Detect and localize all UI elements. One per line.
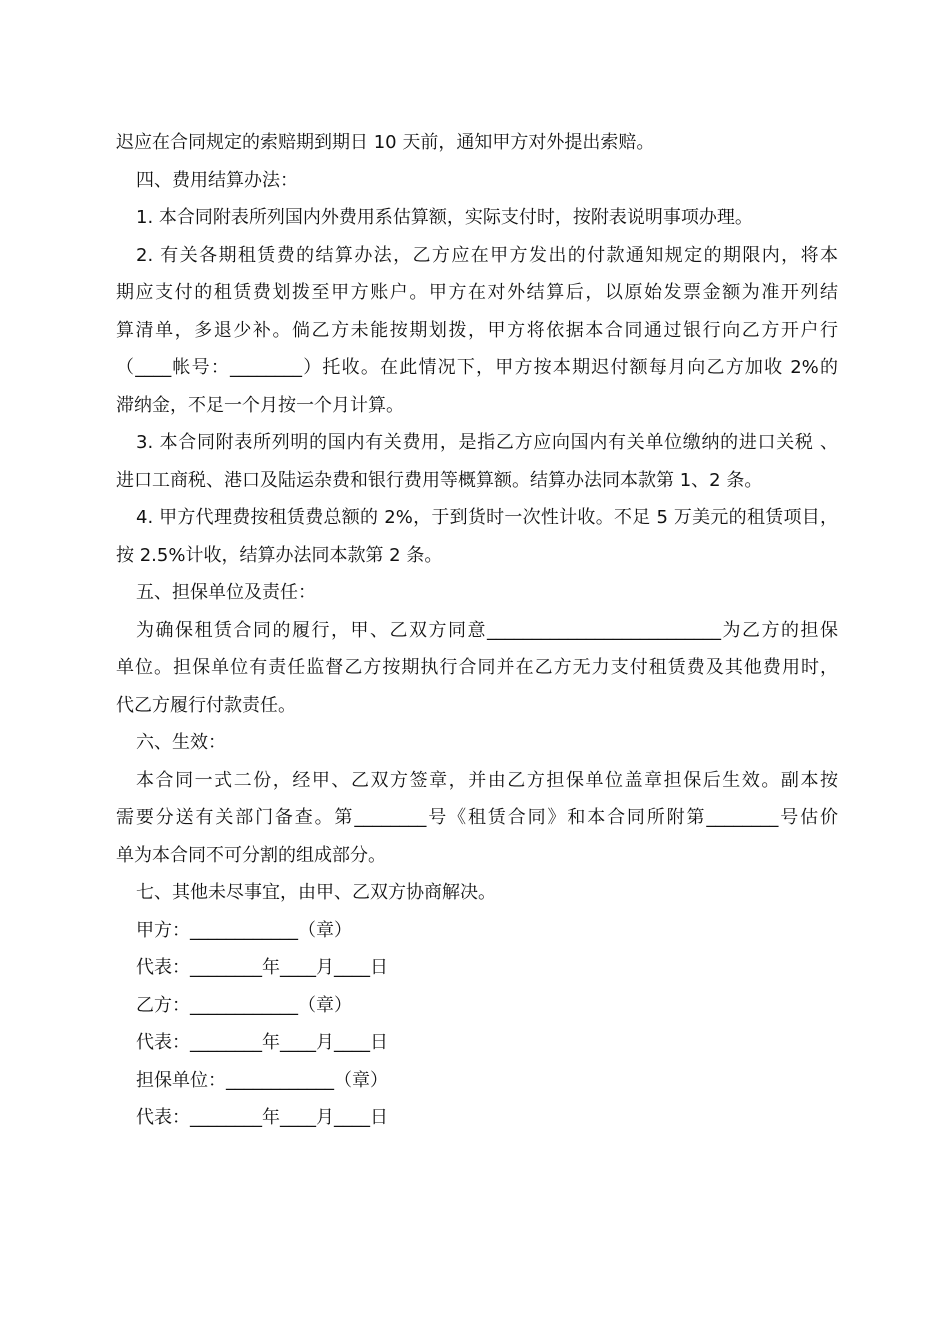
text-line: 1. 本合同附表所列国内外费用系估算额，实际支付时，按附表说明事项办理。 bbox=[136, 207, 753, 228]
text-line: 单位。担保单位有责任监督乙方按期执行合同并在乙方无力支付租赁费及其他费用时， bbox=[116, 657, 838, 678]
text-line: 算清单，多退少补。倘乙方未能按期划拨，甲方将依据本合同通过银行向乙方开户行 bbox=[116, 319, 838, 341]
section-heading-fees: 四、费用结算办法： bbox=[136, 169, 298, 191]
section-heading-other: 七、其他未尽事宜，由甲、乙双方协商解决。 bbox=[136, 882, 496, 903]
signature-date-guarantor: 代表：________年____月____日 bbox=[136, 1107, 388, 1128]
text-line: 按 2.5%计收，结算办法同本款第 2 条。 bbox=[116, 544, 443, 566]
text-line: 4. 甲方代理费按租赁费总额的 2%，于到货时一次性计收。不足 5 万美元的租赁项目， bbox=[136, 507, 838, 528]
signature-party-a: 甲方：____________（章） bbox=[136, 919, 352, 941]
text-line: 3. 本合同附表所列明的国内有关费用，是指乙方应向国内有关单位缴纳的进口关税 、 bbox=[136, 432, 838, 453]
section-heading-guarantee: 五、担保单位及责任： bbox=[136, 582, 316, 603]
text-line: 进口工商税、港口及陆运杂费和银行费用等概算额。结算办法同本款第 1、2 条。 bbox=[116, 469, 763, 491]
text-line: 期应支付的租赁费划拨至甲方账户。甲方在对外结算后，以原始发票金额为准开列结 bbox=[116, 282, 838, 303]
text-line: 迟应在合同规定的索赔期到期日 10 天前，通知甲方对外提出索赔。 bbox=[116, 132, 655, 153]
text-line: 本合同一式二份，经甲、乙双方签章，并由乙方担保单位盖章担保后生效。副本按 bbox=[136, 769, 838, 791]
signature-date-b: 代表：________年____月____日 bbox=[136, 1032, 388, 1053]
text-line: 单为本合同不可分割的组成部分。 bbox=[116, 844, 386, 866]
signature-date-a: 代表：________年____月____日 bbox=[136, 957, 388, 978]
signature-guarantor: 担保单位：____________（章） bbox=[136, 1069, 388, 1091]
text-line: 2. 有关各期租赁费的结算办法，乙方应在甲方发出的付款通知规定的期限内，将本 bbox=[136, 244, 838, 266]
text-line: 代乙方履行付款责任。 bbox=[116, 694, 296, 716]
text-line: 需要分送有关部门备查。第________号《租赁合同》和本合同所附第________号估价 bbox=[116, 807, 838, 828]
text-line: （____帐号：________）托收。在此情况下，甲方按本期迟付额每月向乙方加收 2%的 bbox=[116, 357, 838, 378]
signature-party-b: 乙方：____________（章） bbox=[136, 994, 352, 1016]
section-heading-effect: 六、生效： bbox=[136, 732, 226, 753]
text-line: 滞纳金，不足一个月按一个月计算。 bbox=[116, 394, 404, 416]
contract-page bbox=[116, 124, 838, 1137]
text-line: 为确保租赁合同的履行，甲、乙双方同意__________________________为乙方的担保 bbox=[136, 619, 838, 641]
